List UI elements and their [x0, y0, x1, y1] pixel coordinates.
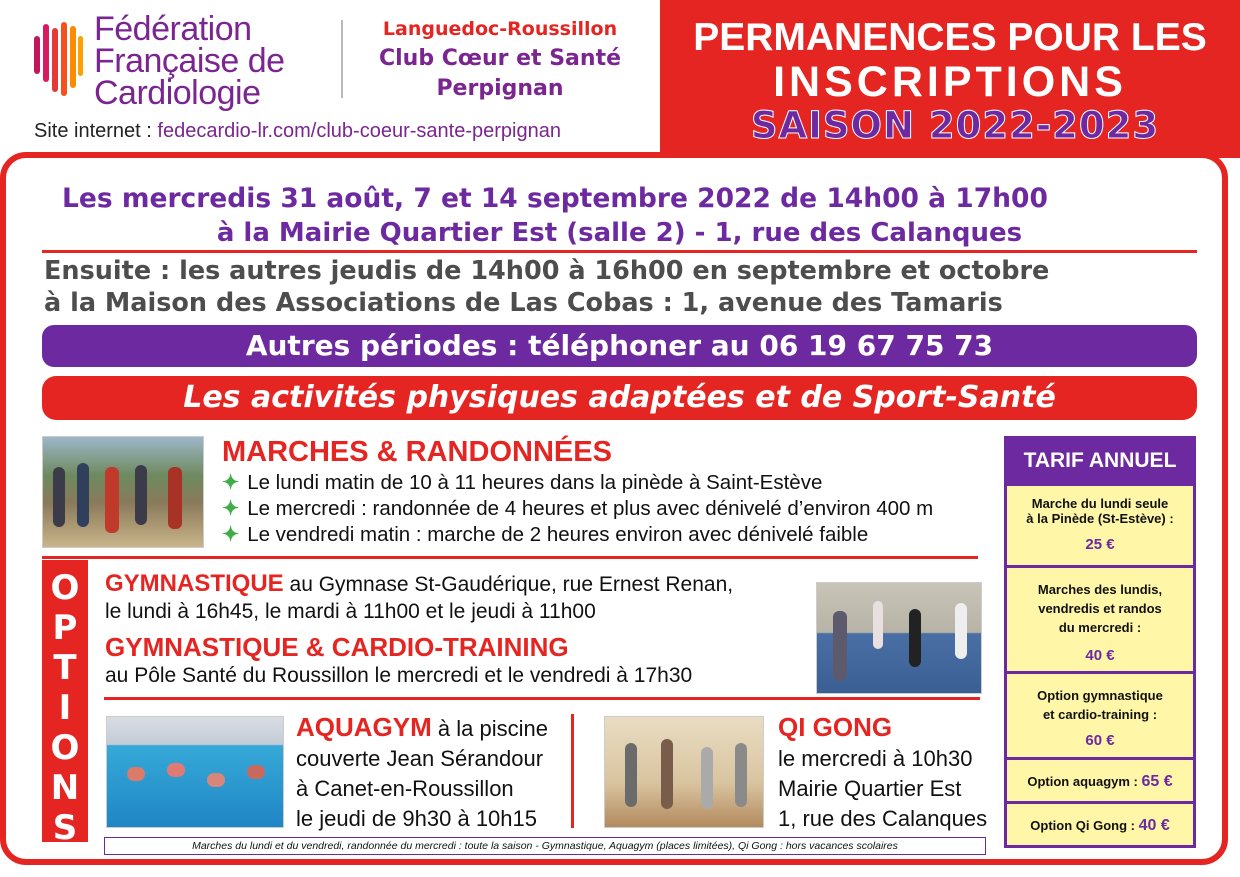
options-letter: T: [53, 648, 77, 688]
options-letter: I: [58, 688, 72, 728]
region-name: Languedoc-Roussillon: [382, 18, 618, 40]
tarif-box: [1004, 436, 1196, 848]
tarif-row: [1007, 671, 1193, 757]
aquagym-line-1: [296, 712, 548, 743]
options-strip: [42, 560, 88, 848]
tarif-row-label: à la Pinède (St-Estève) :: [1026, 511, 1174, 526]
footnote: Marches du lundi et du vendredi, randonnée du mercredi : toute la saison - Gymnastique, Aquagym (places limitées), Qi Gong : hors vacances scolaires: [104, 837, 986, 855]
star-bullet-icon: ✦: [222, 497, 240, 520]
cardio-title: GYMNASTIQUE & CARDIO-TRAINING: [105, 632, 569, 662]
tarif-row: [1007, 483, 1193, 565]
star-bullet-icon: ✦: [222, 523, 240, 546]
website-link[interactable]: fedecardio-lr.com/club-coeur-sante-perpignan: [157, 120, 561, 142]
logo-text-line: Française de: [94, 42, 285, 80]
tarif-row-label: Marche du lundi seule: [1031, 496, 1169, 511]
schedule-line-2: à la Mairie Quartier Est (salle 2) - 1, rue des Calanques: [216, 218, 1023, 248]
logo-divider: [341, 20, 343, 98]
gym-location: au Gymnase St-Gaudérique, rue Ernest Renan,: [289, 573, 734, 596]
gym-class-photo: [816, 582, 982, 694]
schedule-line-1: Les mercredis 31 août, 7 et 14 septembre 2022 de 14h00 à 17h00: [62, 183, 1048, 214]
marches-title: MARCHES & RANDONNÉES: [222, 436, 612, 468]
club-city: Perpignan: [436, 76, 564, 101]
aquagym-photo: [106, 716, 284, 828]
qigong-line-2: Mairie Quartier Est: [778, 776, 962, 801]
options-letter: P: [52, 608, 78, 648]
title-line-1: PERMANENCES POUR LES: [693, 16, 1207, 59]
tarif-row-label: Option gymnastique: [1037, 688, 1163, 703]
qigong-line-3: 1, rue des Calanques: [778, 806, 988, 831]
hikers-photo: [42, 436, 204, 548]
tarif-row: [1007, 757, 1193, 804]
divider: [42, 556, 978, 559]
cardio-line: au Pôle Santé du Roussillon le mercredi et le vendredi à 17h30: [105, 664, 693, 687]
tarif-row: [1007, 801, 1193, 848]
divider: [104, 697, 980, 700]
tarif-row-label: Marches des lundis,: [1037, 582, 1163, 597]
tarif-row-label: et cardio-training :: [1042, 707, 1158, 722]
star-bullet-icon: ✦: [222, 471, 240, 494]
aquagym-line-3: à Canet-en-Roussillon: [296, 776, 514, 801]
tarif-row-label: Option Qi Gong :: [1030, 818, 1135, 833]
phone-banner: Autres périodes : téléphoner au 06 19 67 75 73: [42, 325, 1197, 367]
tarif-price: 60 €: [1085, 732, 1115, 749]
season-title: SAISON 2022-2023: [750, 104, 1160, 147]
tarif-price: 65 €: [1141, 773, 1173, 790]
tarif-title: TARIF ANNUEL: [1007, 439, 1193, 483]
aquagym-line-2: couverte Jean Sérandour: [296, 746, 544, 771]
tarif-row-label: du mercredi :: [1058, 620, 1142, 635]
gym-line-2: le lundi à 16h45, le mardi à 11h00 et le jeudi à 11h00: [105, 600, 596, 623]
column-divider: [571, 714, 574, 828]
marches-item: [222, 470, 822, 495]
logo-text-line: Cardiologie: [94, 74, 261, 112]
qigong-line-1: le mercredi à 10h30: [778, 746, 973, 771]
club-name: Club Cœur et Santé: [378, 46, 622, 71]
gym-line-1: [105, 570, 733, 598]
marches-item-text: Le mercredi : randonnée de 4 heures et plus avec dénivelé d’environ 400 m: [247, 497, 934, 520]
title-line-2: INSCRIPTIONS: [773, 58, 1127, 106]
options-letter: N: [50, 768, 80, 808]
qigong-title: QI GONG: [778, 712, 893, 742]
options-letter: S: [52, 808, 78, 848]
schedule-line-4: à la Maison des Associations de Las Cobas : 1, avenue des Tamaris: [44, 288, 1003, 318]
website-line: [34, 120, 561, 143]
tarif-price: 40 €: [1138, 817, 1170, 834]
tarif-row-label: vendredis et randos: [1038, 601, 1162, 616]
tarif-row: [1007, 565, 1193, 671]
website-label: Site internet :: [34, 120, 152, 142]
logo-text-line: Fédération: [94, 10, 252, 48]
marches-item: [222, 522, 868, 547]
options-letter: O: [50, 568, 80, 608]
tarif-row-label: Option aquagym :: [1027, 774, 1138, 789]
marches-item-text: Le vendredi matin : marche de 2 heures environ avec dénivelé faible: [247, 523, 869, 546]
schedule-line-3: Ensuite : les autres jeudis de 14h00 à 16h00 en septembre et octobre: [44, 256, 1050, 286]
tarif-price: 40 €: [1085, 647, 1115, 664]
activities-banner: Les activités physiques adaptées et de Sport-Santé: [42, 376, 1197, 420]
gym-title: GYMNASTIQUE: [105, 570, 284, 597]
aquagym-title: AQUAGYM: [296, 712, 432, 742]
options-letter: O: [50, 728, 80, 768]
divider: [42, 250, 1197, 253]
qigong-photo: [604, 716, 764, 828]
marches-item: [222, 496, 933, 521]
marches-item-text: Le lundi matin de 10 à 11 heures dans la pinède à Saint-Estève: [247, 471, 823, 494]
aquagym-location: à la piscine: [437, 716, 548, 741]
aquagym-line-4: le jeudi de 9h30 à 10h15: [296, 806, 537, 831]
heart-logo-icon: [32, 14, 84, 102]
tarif-price: 25 €: [1085, 536, 1115, 553]
